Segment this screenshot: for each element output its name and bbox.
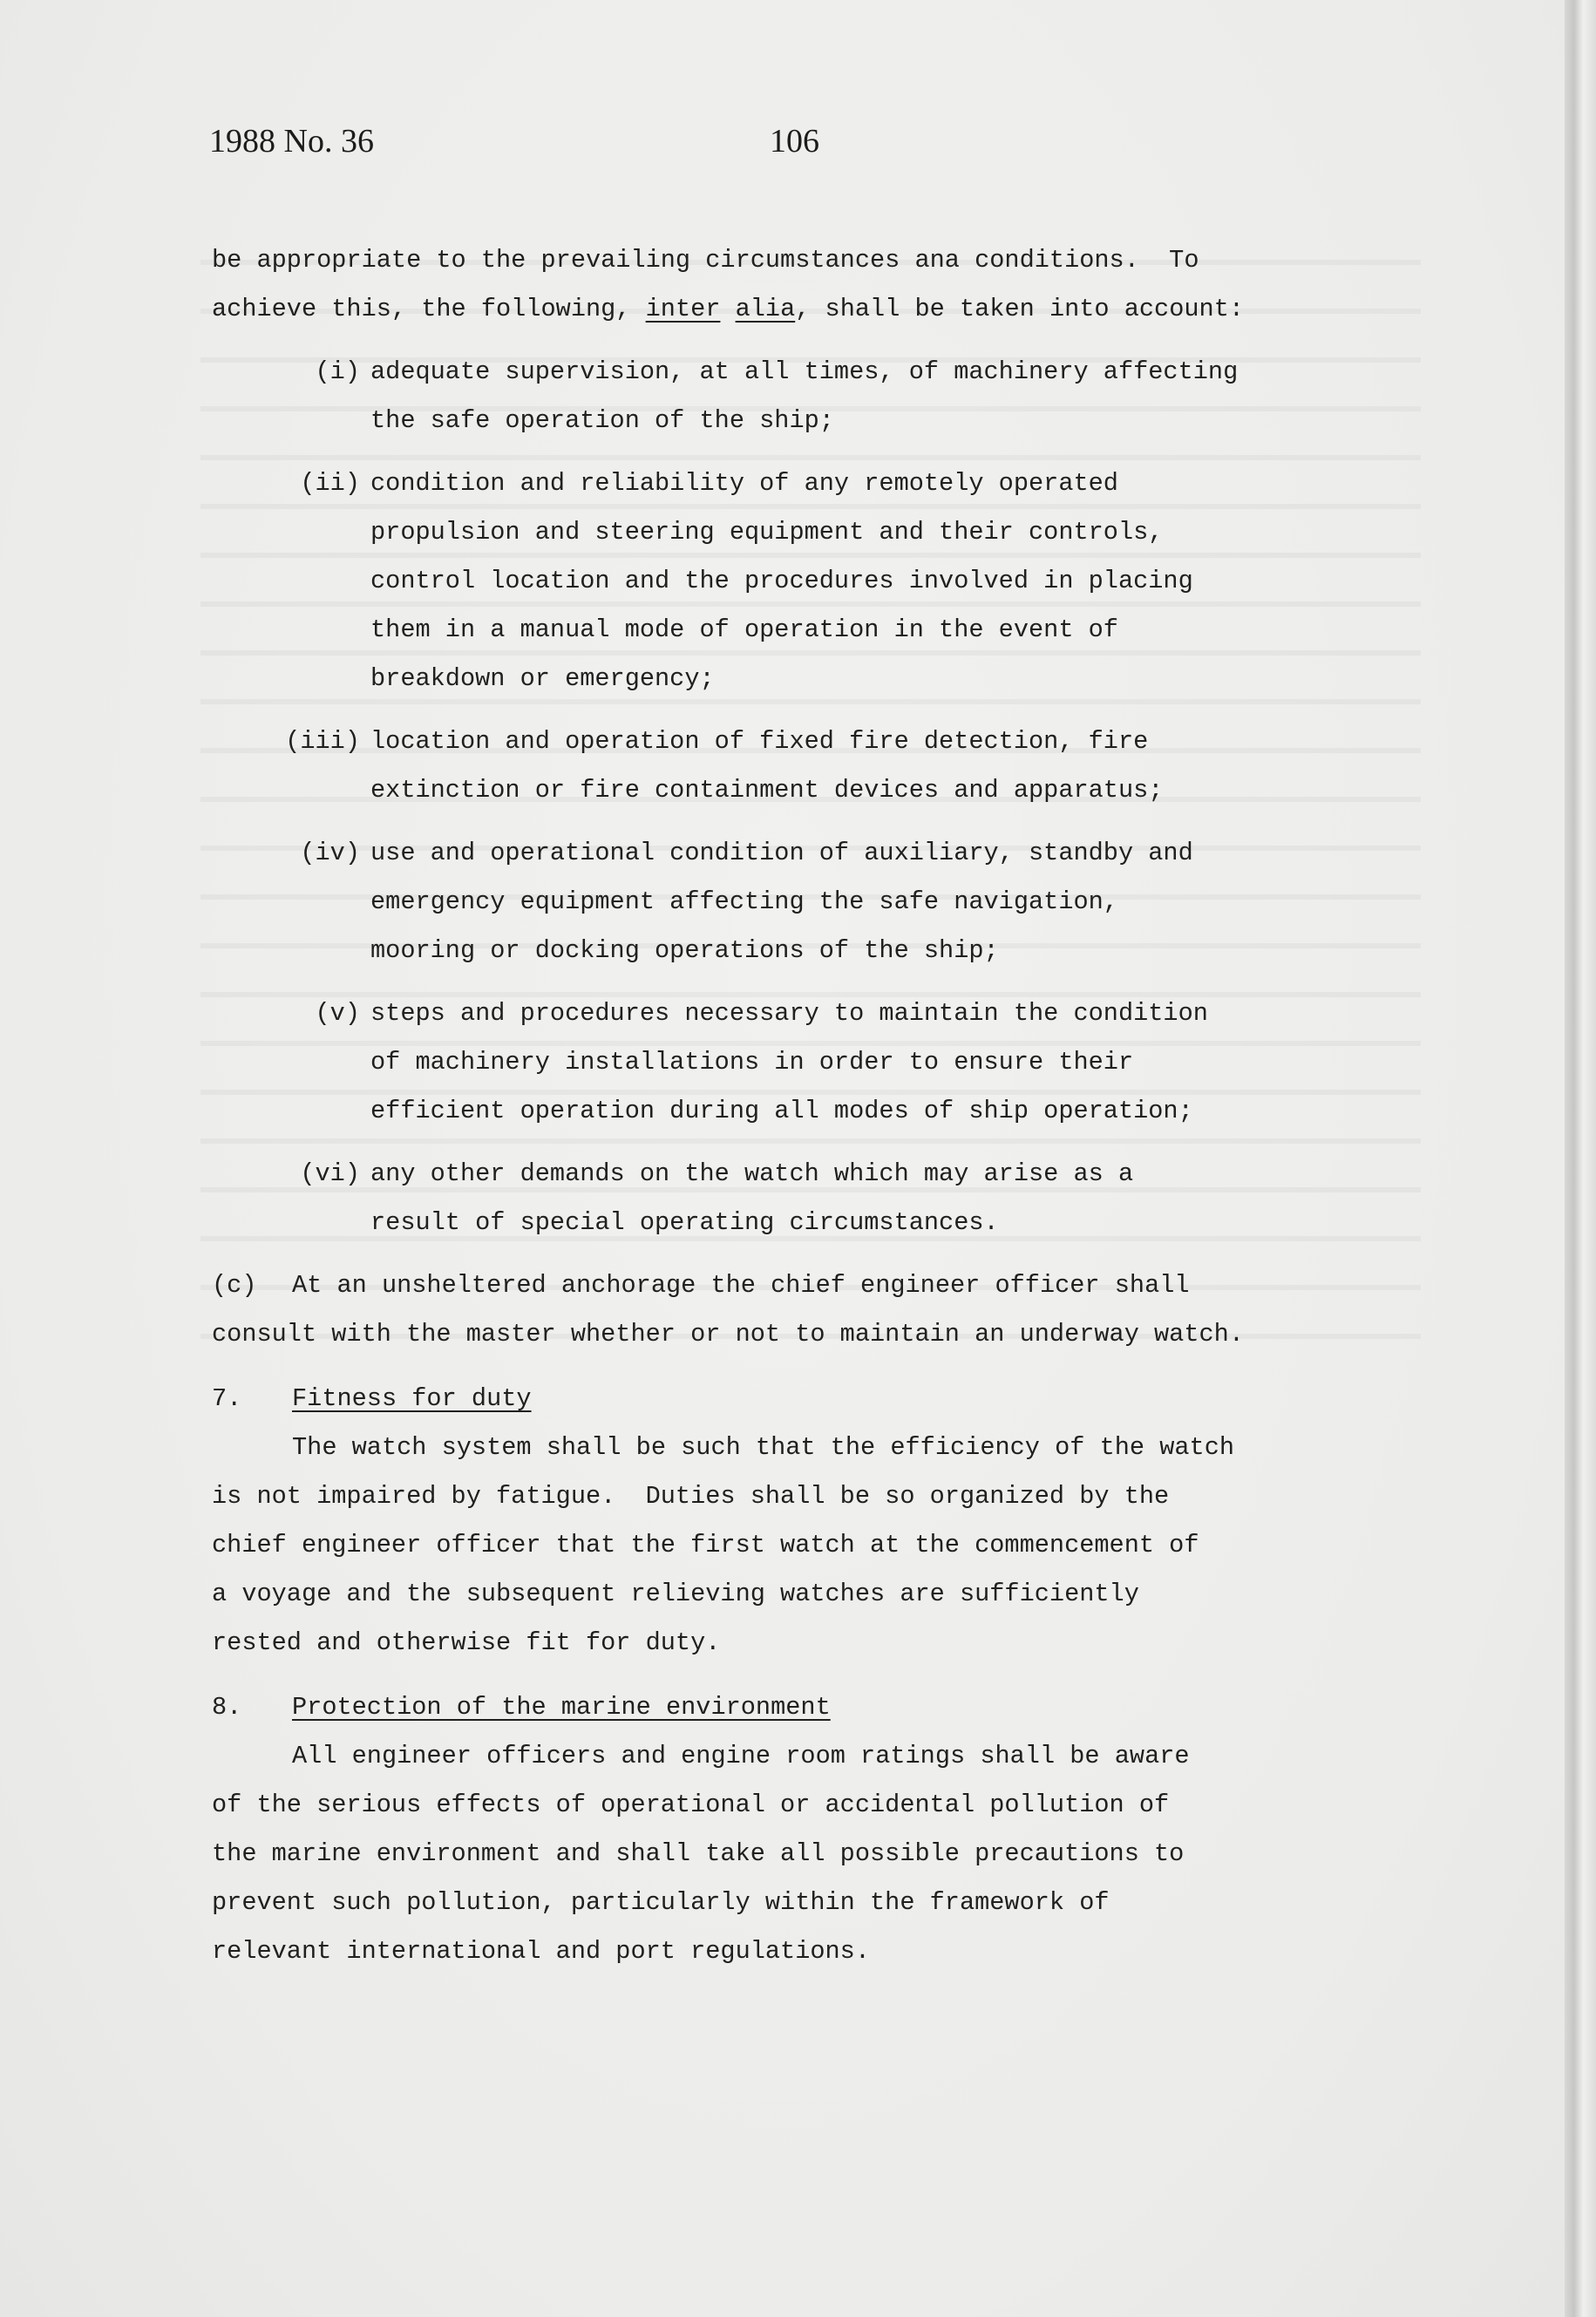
list-item: (vi) any other demands on the watch which may arise as a result of special operating circumstances.: [212, 1150, 1345, 1247]
section-7-line-1: The watch system shall be such that the efficiency of the watch: [292, 1433, 1235, 1462]
paragraph-c-line-2: consult with the master whether or not to maintain an underway watch.: [212, 1320, 1244, 1349]
section-title: Protection of the marine environment: [292, 1693, 831, 1722]
list-item: (i) adequate supervision, at all times, of machinery affecting the safe operation of the ship;: [212, 348, 1345, 445]
section-number: 8.: [212, 1693, 242, 1722]
section-title: Fitness for duty: [292, 1384, 532, 1413]
intro-line-1: be appropriate to the prevailing circumstances ana conditions. To: [212, 246, 1199, 275]
section-8-line-1: All engineer officers and engine room ratings shall be aware: [292, 1742, 1190, 1770]
intro-line-2: achieve this, the following, inter alia, shall be taken into account:: [212, 295, 1245, 323]
page-number: 106: [770, 123, 819, 160]
list-item: (ii) condition and reliability of any remotely operated propulsion and steering equipment and their controls, control location and the procedures involved in placing them in a manual mode of operation in the event of breakdown or emergency;: [212, 459, 1345, 703]
section-8-heading: [212, 1683, 1345, 1732]
item-label: (i): [315, 357, 360, 386]
section-7-heading: [212, 1375, 1345, 1423]
body-text: [212, 236, 1345, 1976]
item-label: (iv): [300, 839, 360, 867]
section-8-line-2: of the serious effects of operational or accidental pollution of: [212, 1790, 1170, 1819]
item-label: (vi): [300, 1159, 360, 1188]
list-item: (iii) location and operation of fixed fire detection, fire extinction or fire containment devices and apparatus;: [212, 717, 1345, 815]
section-7-line-4: a voyage and the subsequent relieving watches are sufficiently: [212, 1580, 1139, 1608]
section-number: 7.: [212, 1384, 242, 1413]
section-8-line-3: the marine environment and shall take all possible precautions to: [212, 1839, 1185, 1868]
page-binding-edge: [1565, 0, 1596, 2317]
paragraph-c: (c) At an unsheltered anchorage the chief engineer officer shall: [212, 1261, 1345, 1310]
section-7-line-5: rested and otherwise fit for duty.: [212, 1628, 721, 1657]
section-7-line-2: is not impaired by fatigue. Duties shall be so organized by the: [212, 1482, 1170, 1511]
item-label: (ii): [300, 469, 360, 498]
item-label: (iii): [285, 727, 360, 756]
list-item: (iv) use and operational condition of auxiliary, standby and emergency equipment affecting the safe navigation, mooring or docking operations of the ship;: [212, 829, 1345, 975]
latin-term-inter: inter: [645, 295, 721, 323]
latin-term-alia: alia: [735, 295, 796, 323]
section-8-line-5: relevant international and port regulations.: [212, 1937, 870, 1966]
section-7-line-3: chief engineer officer that the first watch at the commencement of: [212, 1531, 1199, 1559]
document-reference: 1988 No. 36: [209, 123, 374, 160]
section-8-line-4: prevent such pollution, particularly within the framework of: [212, 1888, 1110, 1917]
list-item: (v) steps and procedures necessary to maintain the condition of machinery installations in order to ensure their efficient operation during all modes of ship operation;: [212, 989, 1345, 1136]
paragraph-label: (c): [212, 1271, 257, 1300]
item-label: (v): [315, 999, 360, 1028]
